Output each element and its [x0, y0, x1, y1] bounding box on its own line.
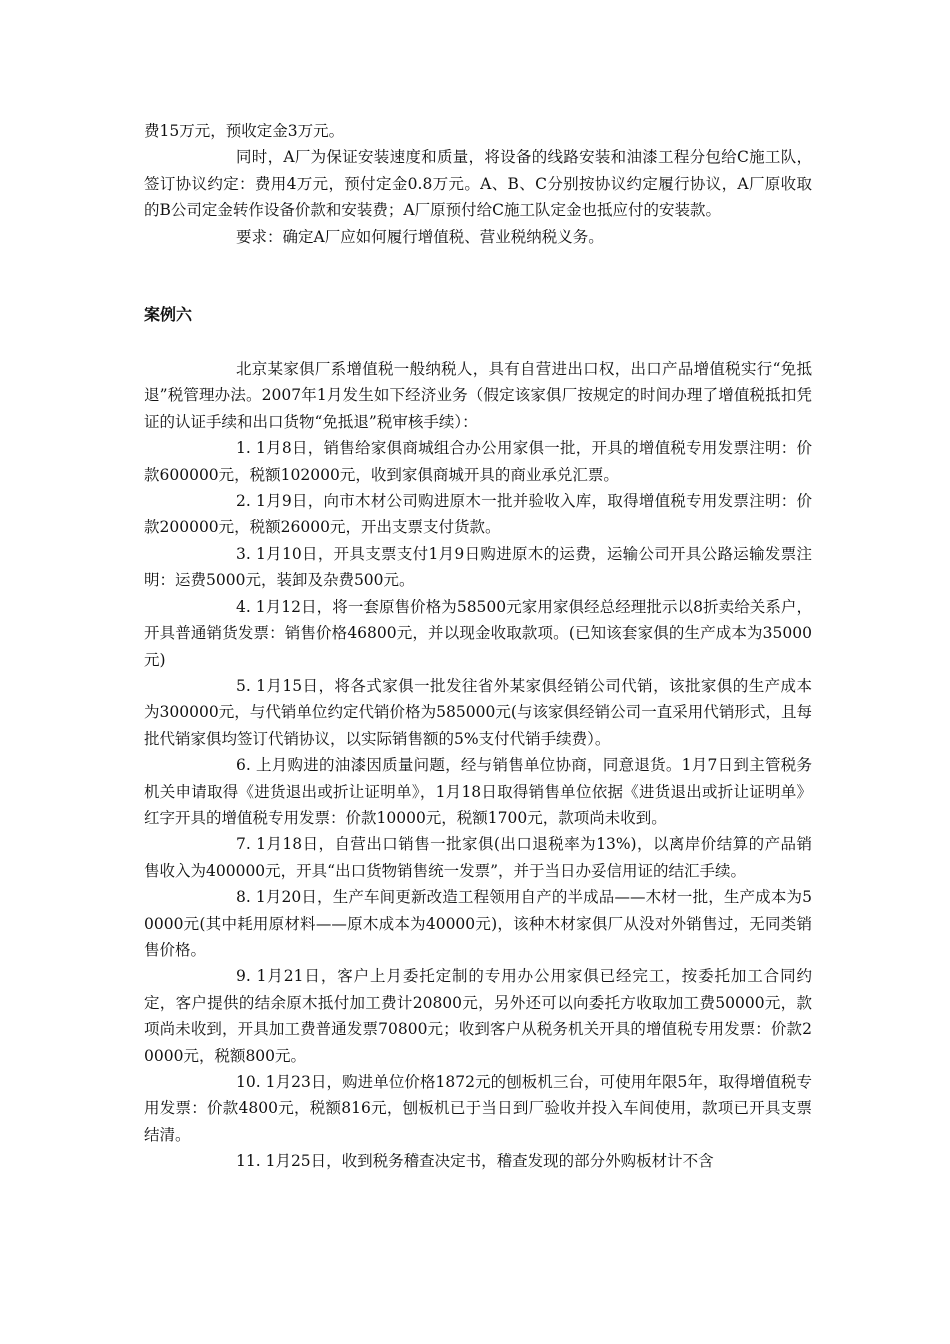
- case-item-5: 5. 1月15日，将各式家俱一批发往省外某家俱经销公司代销，该批家俱的生产成本为300000元，与代销单位约定代销价格为585000元(与该家俱经销公司一直采用代销形式，且每批代销家俱均签订代销协议，以实际销售额的5%支付代销手续费）。: [144, 676, 812, 748]
- case-item-8: 8. 1月20日，生产车间更新改造工程领用自产的半成品——木材一批，生产成本为50000元(其中耗用原材料——原木成本为40000元)，该种木材家俱厂从没对外销售过，无同类销售价格。: [144, 888, 812, 959]
- section-spacer: [144, 250, 812, 302]
- requirement-paragraph: 要求：确定A厂应如何履行增值税、营业税纳税义务。: [236, 227, 604, 246]
- case-heading: 案例六: [144, 305, 193, 325]
- case-item-4: 4. 1月12日，将一套原售价格为58500元家用家俱经总经理批示以8折卖给关系户，开具普通销货发票：销售价格46800元，并以现金收取款项。(已知该套家俱的生产成本为35000元): [144, 597, 812, 669]
- case-item-9: 9. 1月21日，客户上月委托定制的专用办公用家俱已经完工，按委托加工合同约定，客户提供的结余原木抵付加工费计20800元，另外还可以向委托方收取加工费50000元，款项尚未收到，开具加工费普通发票70800元；收到客户从税务机关开具的增值税专用发票：价款20000元，税额800元。: [144, 967, 812, 1065]
- case-item-3: 3. 1月10日，开具支票支付1月9日购进原木的运费，运输公司开具公路运输发票注明：运费5000元，装卸及杂费500元。: [144, 544, 812, 590]
- case-intro-paragraph: 北京某家俱厂系增值税一般纳税人，具有自营进出口权，出口产品增值税实行“免抵退”税管理办法。2007年1月发生如下经济业务（假定该家俱厂按规定的时间办理了增值税抵扣凭证的认证手续和出口货物“免抵退”税审核手续）：: [144, 360, 812, 431]
- case-item-2: 2. 1月9日，向市木材公司购进原木一批并验收入库，取得增值税专用发票注明：价款200000元，税额26000元，开出支票支付货款。: [144, 492, 812, 537]
- continuation-paragraph-1: 费15万元，预收定金3万元。: [144, 122, 345, 140]
- case-item-6: 6. 上月购进的油漆因质量问题，经与销售单位协商，同意退货。1月7日到主管税务机关申请取得《进货退出或折让证明单》，1月18日取得销售单位依据《进货退出或折让证明单》红字开具的增值税专用发票：价款10000元，税额1700元，款项尚未收到。: [144, 756, 812, 827]
- case-item-11: 11. 1月25日，收到税务稽查决定书，稽查发现的部分外购板材计不含: [236, 1152, 714, 1171]
- heading-spacer: [144, 328, 812, 356]
- case-item-1: 1. 1月8日，销售给家俱商城组合办公用家俱一批，开具的增值税专用发票注明：价款600000元，税额102000元，收到家俱商城开具的商业承兑汇票。: [144, 439, 812, 484]
- case-item-10: 10. 1月23日，购进单位价格1872元的刨板机三台，可使用年限5年，取得增值税专用发票：价款4800元，税额816元，刨板机已于当日到厂验收并投入车间使用，款项已开具支票结清。: [144, 1073, 812, 1144]
- case-item-7: 7. 1月18日，自营出口销售一批家俱(出口退税率为13%)，以离岸价结算的产品销售收入为400000元，开具“出口货物销售统一发票”，并于当日办妥信用证的结汇手续。: [144, 835, 812, 880]
- document-page: [144, 118, 812, 1175]
- continuation-paragraph-2: 同时，A厂为保证安装速度和质量，将设备的线路安装和油漆工程分包给C施工队，签订协议约定：费用4万元，预付定金0.8万元。A、B、C分别按协议约定履行协议，A厂原收取的B公司定金转作设备价款和安装费；A厂原预付给C施工队定金也抵应付的安装款。: [144, 148, 812, 220]
